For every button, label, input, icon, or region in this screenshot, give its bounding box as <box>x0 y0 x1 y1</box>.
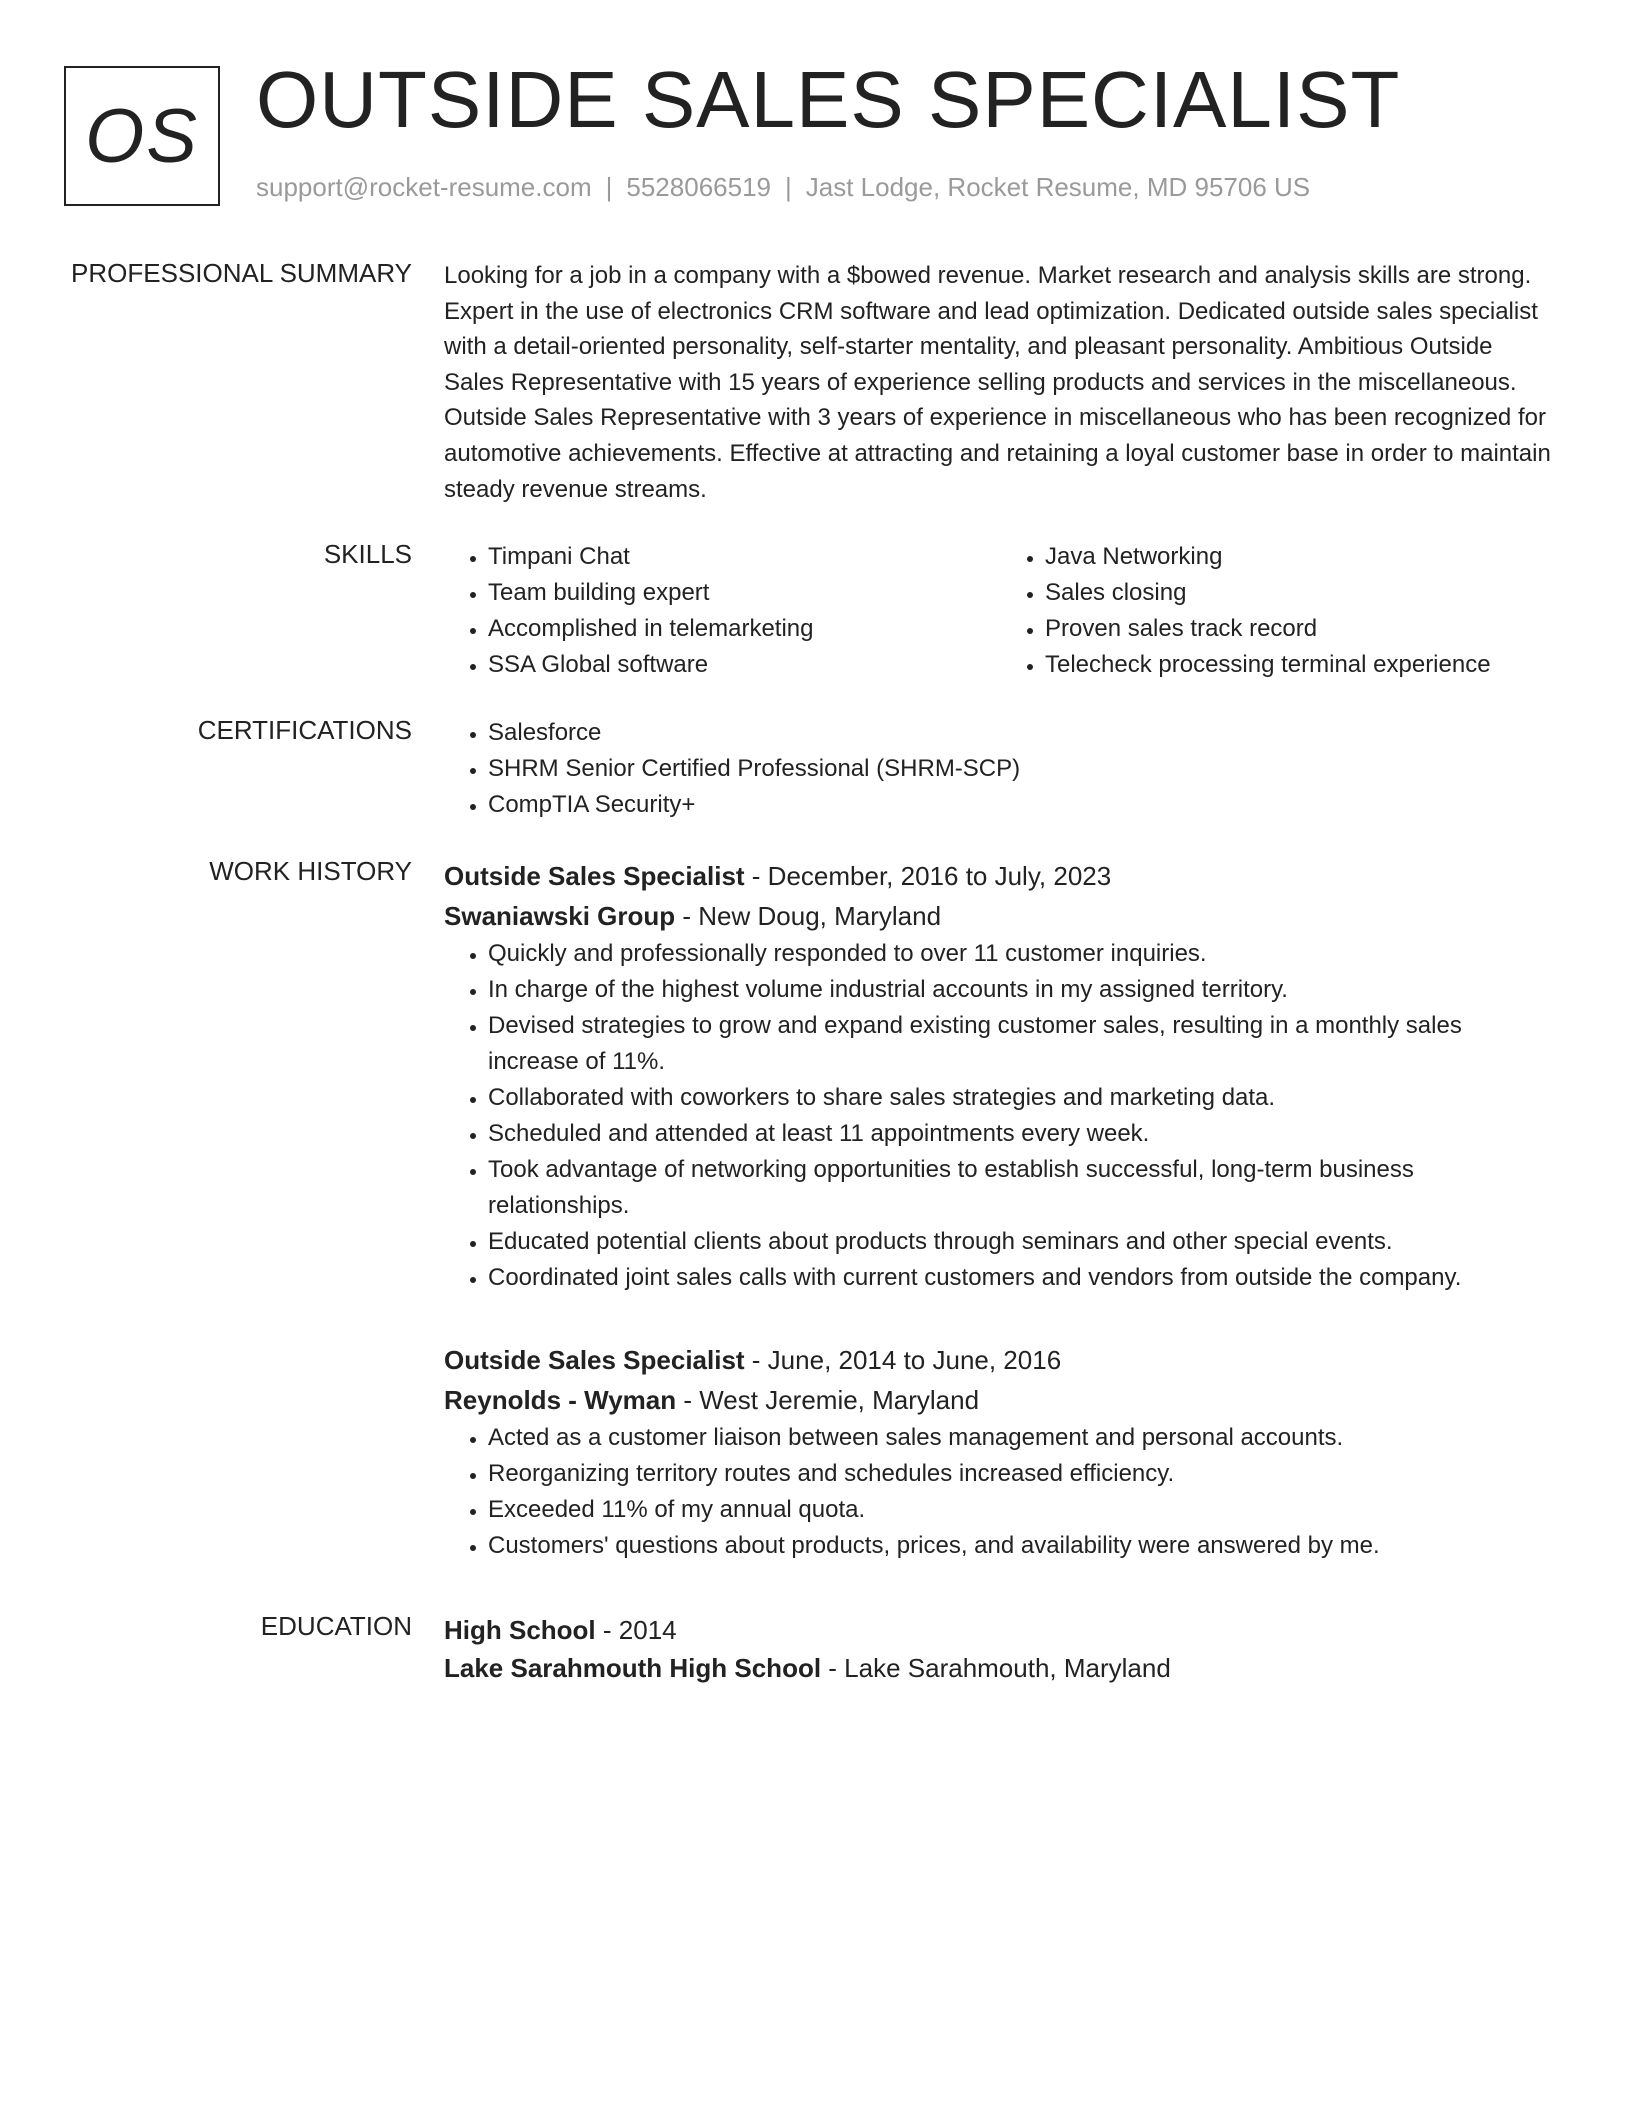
job-bullet: • Reorganizing territory routes and schedules increased efficiency. <box>488 1456 1558 1492</box>
summary-text: Looking for a job in a company with a $bowed revenue. Market research and analysis skills are strong. Expert in the use of electronics CRM software and lead optimization. Dedicated outside sales specialist with a detail-oriented personality, self-starter mentality, and pleasant personality. Ambitious Outside Sales Representative with 15 years of experience selling products and services in the miscellaneous. Outside Sales Representative with 3 years of experience in miscellaneous who has been recognized for automotive achievements. Effective at attracting and retaining a loyal customer base in order to maintain steady revenue streams. <box>444 262 1551 503</box>
education-year: - 2014 <box>595 1615 677 1645</box>
job-company-line <box>444 896 1558 936</box>
education-degree: High School <box>444 1615 596 1645</box>
skills-columns <box>444 539 1558 683</box>
job-entry <box>444 856 1558 1296</box>
job-bullet: • Customers' questions about products, prices, and availability were answered by me. <box>488 1528 1558 1564</box>
skill-item: • Team building expert <box>488 575 1001 611</box>
job-entry <box>444 1340 1558 1564</box>
skill-item: • Telecheck processing terminal experience <box>1045 647 1558 683</box>
education-school: Lake Sarahmouth High School <box>444 1653 822 1683</box>
job-title: Outside Sales Specialist <box>444 1345 745 1375</box>
contact-separator: | <box>605 172 613 202</box>
contact-phone[interactable]: 5528066519 <box>626 172 771 202</box>
work-history-body <box>444 856 1558 1564</box>
contact-email[interactable]: support@rocket-resume.com <box>256 172 592 202</box>
resume-title: OUTSIDE SALES SPECIALIST <box>256 55 1401 144</box>
certification-item: • CompTIA Security+ <box>488 787 1558 823</box>
job-bullet: • Exceeded 11% of my annual quota. <box>488 1492 1558 1528</box>
monogram-initials: OS <box>85 93 199 179</box>
certifications-list <box>444 715 1558 823</box>
section-label-certifications: CERTIFICATIONS <box>197 715 412 745</box>
section-label-summary: PROFESSIONAL SUMMARY <box>71 258 412 288</box>
certification-item: • Salesforce <box>488 715 1558 751</box>
contact-separator: | <box>785 172 792 202</box>
job-bullet: • Collaborated with coworkers to share sales strategies and marketing data. <box>488 1080 1558 1116</box>
summary-body <box>444 258 1558 507</box>
job-bullet: • Educated potential clients about products through seminars and other special events. <box>488 1224 1558 1260</box>
skills-list-right <box>1001 539 1558 683</box>
job-title-line <box>444 856 1558 896</box>
skill-item: • Accomplished in telemarketing <box>488 611 1001 647</box>
skill-item: • Java Networking <box>1045 539 1558 575</box>
education-location: - Lake Sarahmouth, Maryland <box>821 1653 1171 1683</box>
job-bullet: • Coordinated joint sales calls with current customers and vendors from outside the company. <box>488 1260 1558 1296</box>
job-bullet: • In charge of the highest volume industrial accounts in my assigned territory. <box>488 972 1558 1008</box>
skill-item: • Proven sales track record <box>1045 611 1558 647</box>
job-bullet: • Took advantage of networking opportunities to establish successful, long-term business relationships. <box>488 1152 1558 1224</box>
job-dates: - June, 2014 to June, 2016 <box>744 1345 1062 1375</box>
job-title: Outside Sales Specialist <box>444 861 745 891</box>
education-school-line <box>444 1649 1558 1687</box>
job-dates: - December, 2016 to July, 2023 <box>744 861 1112 891</box>
job-location: - New Doug, Maryland <box>675 901 942 931</box>
job-bullet-list <box>444 936 1558 1296</box>
skills-list-left <box>444 539 1001 683</box>
job-company: Reynolds - Wyman <box>444 1385 677 1415</box>
skill-item: • SSA Global software <box>488 647 1001 683</box>
job-bullet: • Scheduled and attended at least 11 appointments every week. <box>488 1116 1558 1152</box>
contact-address: Jast Lodge, Rocket Resume, MD 95706 US <box>805 172 1311 202</box>
skill-item: • Timpani Chat <box>488 539 1001 575</box>
skill-item: • Sales closing <box>1045 575 1558 611</box>
job-title-line <box>444 1340 1558 1380</box>
section-label-education: EDUCATION <box>260 1611 412 1641</box>
job-company: Swaniawski Group <box>444 901 676 931</box>
job-company-line <box>444 1380 1558 1420</box>
education-body <box>444 1611 1558 1687</box>
job-bullet-list <box>444 1420 1558 1564</box>
section-label-skills: SKILLS <box>323 539 412 569</box>
job-location: - West Jeremie, Maryland <box>676 1385 980 1415</box>
job-bullet: • Acted as a customer liaison between sales management and personal accounts. <box>488 1420 1558 1456</box>
contact-line <box>256 172 1310 203</box>
monogram-box <box>64 66 220 206</box>
education-degree-line <box>444 1611 1558 1649</box>
certification-item: • SHRM Senior Certified Professional (SHRM-SCP) <box>488 751 1558 787</box>
certifications-body <box>444 715 1558 823</box>
job-bullet: • Quickly and professionally responded to over 11 customer inquiries. <box>488 936 1558 972</box>
section-label-work-history: WORK HISTORY <box>209 856 412 886</box>
job-bullet: • Devised strategies to grow and expand existing customer sales, resulting in a monthly sales increase of 11%. <box>488 1008 1558 1080</box>
